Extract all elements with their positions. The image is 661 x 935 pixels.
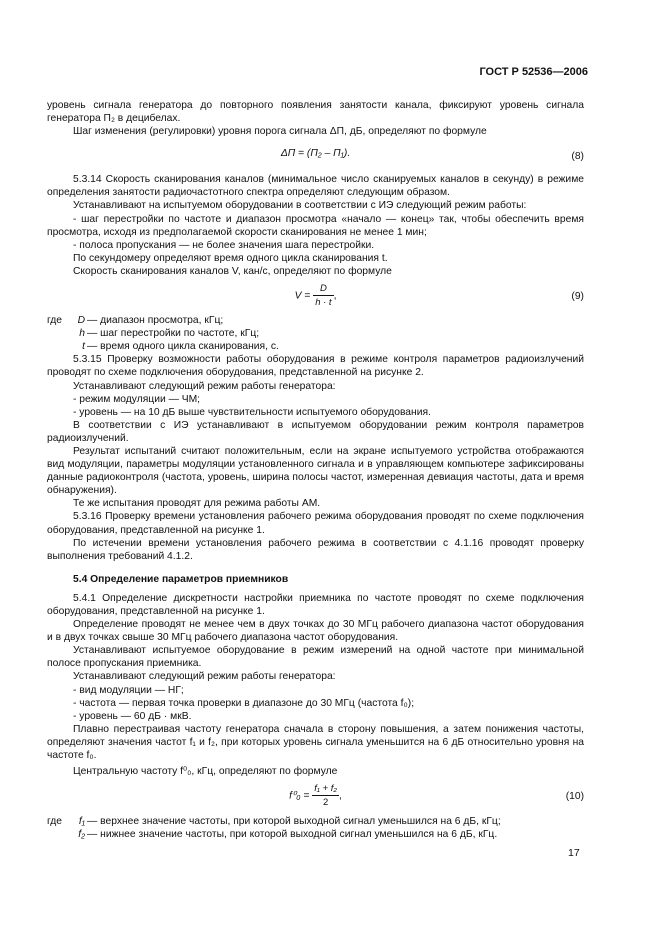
paragraph: Устанавливают испытуемое оборудование в режим измерений на одной частоте при минимальной полосе пропускания приемника. (47, 645, 584, 670)
paragraph: 5.4.1 Определение дискретности настройки приемника по частоте проводят по схеме подключения оборудования, представленной на рисунке 1. (47, 592, 584, 617)
fraction-denominator: 2 (322, 797, 329, 809)
paragraph: 5.3.16 Проверку времени установления рабочего режима оборудования проводят по схеме подключения оборудования, представленной на рисунке 1. (47, 511, 584, 536)
formula-tail: , (338, 790, 342, 802)
formula-8 (47, 147, 584, 167)
where-item: h — шаг перестройки по частоте, кГц; (79, 328, 260, 340)
where-item: где f₁ — верхнее значение частоты, при которой выходной сигнал уменьшился на 6 дБ, кГц; (47, 816, 501, 828)
formula-tail: , (333, 290, 337, 302)
paragraph: Устанавливают следующий режим работы генератора: (73, 671, 336, 683)
formula-number: (10) (565, 791, 584, 803)
where-list (47, 815, 584, 841)
section-heading: 5.4 Определение параметров приемников (73, 573, 289, 585)
list-item: - полоса пропускания — не более значения шага перестройки. (73, 239, 375, 251)
paragraph: Скорость сканирования каналов V, кан/с, определяют по формуле (73, 265, 392, 277)
where-item: f₂ — нижнее значение частоты, при которой выходной сигнал уменьшился на 6 дБ, кГц. (78, 829, 498, 841)
body-text (47, 99, 584, 841)
paragraph: уровень сигнала генератора до повторного появления занятости канала, фиксируют уровень сигнала генератора П₂ в децибелах. (47, 100, 584, 125)
list-item: - уровень — 60 дБ · мкВ. (73, 710, 192, 722)
formula-expression: ΔП = (П₂ – П₁). (280, 148, 351, 160)
paragraph: По истечении времени установления рабочего режима в соответствии с 4.1.16 проводят проверку выполнения требований 4.1.2. (47, 537, 584, 562)
formula-lhs: V = (294, 290, 311, 302)
where-item: где D — диапазон просмотра, кГц; (47, 315, 224, 327)
list-item: - режим модуляции — ЧМ; (73, 393, 201, 405)
fraction-numerator: f₁ + f₂ (312, 782, 339, 796)
fraction-numerator: D (313, 282, 333, 296)
page-number: 17 (568, 847, 580, 859)
paragraph: Шаг изменения (регулировки) уровня порога сигнала ΔП, дБ, определяют по формуле (73, 126, 487, 138)
formula-number: (9) (571, 291, 584, 303)
where-item: t — время одного цикла сканирования, с. (82, 341, 279, 353)
standard-header: ГОСТ Р 52536—2006 (479, 66, 588, 78)
formula-expression (295, 282, 337, 309)
formula-fraction (312, 782, 339, 809)
list-item: - шаг перестройки по частоте и диапазон просмотра «начало — конец» так, чтобы обеспечить время просмотра, исходя из предполагаемой скорости сканирования не менее 1 мин; (47, 213, 584, 238)
list-item: - частота — первая точка проверки в диапазоне до 30 МГц (частота f₀); (73, 697, 415, 709)
formula-expression (289, 782, 342, 809)
paragraph: Плавно перестраивая частоту генератора сначала в сторону повышения, а затем понижения частоты, определяют значения частот f₁ и f₂, при которых уровень сигнала уменьшится на 6 дБ относительно уровня на частоте f₀. (47, 723, 584, 762)
paragraph: Устанавливают следующий режим работы генератора: (73, 380, 336, 392)
formula-10 (47, 782, 584, 812)
where-list (47, 314, 584, 353)
paragraph: По секундомеру определяют время одного цикла сканирования t. (73, 252, 388, 264)
formula-number: (8) (571, 151, 584, 163)
formula-lhs: f⁰₀ = (289, 790, 310, 802)
paragraph: В соответствии с ИЭ устанавливают в испытуемом оборудовании режим контроля параметров радиоизлучений. (47, 419, 584, 444)
list-item: - вид модуляции — НГ; (73, 684, 184, 696)
paragraph: 5.3.15 Проверку возможности работы оборудования в режиме контроля параметров радиоизлучений проводят по схеме подключения оборудования, представленной на рисунке 2. (47, 354, 584, 379)
formula-9 (47, 282, 584, 312)
paragraph: Центральную частоту f⁰₀, кГц, определяют по формуле (73, 766, 338, 778)
paragraph: Те же испытания проводят для режима работы АМ. (73, 498, 321, 510)
fraction-denominator: h · t (315, 297, 332, 309)
paragraph: Определение проводят не менее чем в двух точках до 30 МГц рабочего диапазона частот оборудования и в двух точках свыше 30 МГц рабочего диапазона частот оборудования. (47, 619, 584, 644)
paragraph: 5.3.14 Скорость сканирования каналов (минимальное число сканируемых каналов в секунду) в режиме определения занятости радиочастотного спектра определяют следующим образом. (47, 174, 584, 199)
formula-fraction (313, 282, 333, 309)
paragraph: Результат испытаний считают положительным, если на экране испытуемого устройства отображаются вид модуляции, параметры модуляции установленного сигнала и в управляющем компьютере зафиксированы данные радиоконтроля (частота, уровень, ширина полосы частот, измеренная девиация частоты, дата и время обнаружения). (47, 445, 584, 497)
list-item: - уровень — на 10 дБ выше чувствительности испытуемого оборудования. (73, 406, 431, 418)
paragraph: Устанавливают на испытуемом оборудовании в соответствии с ИЭ следующий режим работы: (73, 200, 527, 212)
